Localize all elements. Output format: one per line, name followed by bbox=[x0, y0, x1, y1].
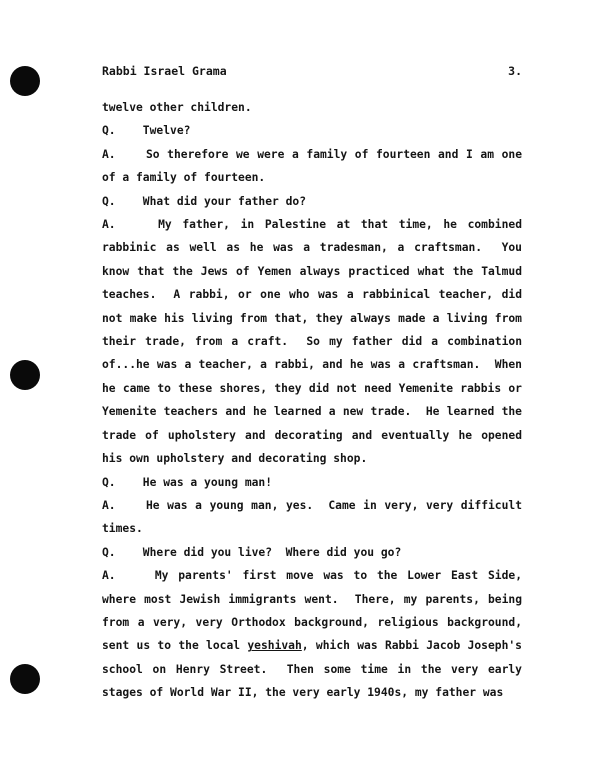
transcript-question: Q. He was a young man! bbox=[102, 475, 273, 489]
transcript-question: Q. Twelve? bbox=[102, 124, 191, 138]
binder-hole-middle bbox=[10, 360, 40, 390]
yeshivah-term: yeshivah bbox=[247, 639, 302, 653]
transcript-paragraph: twelve other children. bbox=[102, 101, 252, 114]
answer-text-after: , which was Rabbi Jacob Joseph's school on Henry Street. Then some time in the very early stages of World War II, the very early 1940s, my father was bbox=[102, 639, 529, 700]
page-number: 3. bbox=[508, 64, 522, 78]
transcript-question: Q. Where did you live? Where did you go? bbox=[102, 545, 402, 559]
transcript-answer bbox=[102, 564, 529, 704]
transcript-answer: A. So therefore we were a family of fourteen and I am one of a family of fourteen. bbox=[102, 147, 529, 185]
transcript-answer: A. My father, in Palestine at that time, he combined rabbinic as well as he was a tradesman, a craftsman. You know that the Jews of Yemen always practiced what the Talmud teaches. A rabbi, or one who was a rabbinical teacher, did not make his living from that, they always made a living from their trade, from a craft. So my father did a combination of...he was a teacher, a rabbi, and he was a craftsman. When he came to these shores, they did not need Yemenite rabbis or Yemenite teachers and he learned a new trade. He learned the trade of upholstery and decorating and eventually he opened his own upholstery and decorating shop. bbox=[102, 218, 529, 466]
interviewee-name: Rabbi Israel Grama bbox=[102, 64, 227, 78]
transcript-answer: A. He was a young man, yes. Came in very, very difficult times. bbox=[102, 498, 529, 536]
answer-text-before: A. My parents' first move was to the Lower East Side, where most Jewish immigrants went. There, my parents, being from a very, very Orthodox background, religious background, sent us to the local bbox=[102, 569, 529, 653]
binder-hole-top bbox=[10, 66, 40, 96]
transcript-question: Q. What did your father do? bbox=[102, 194, 307, 208]
page-header bbox=[102, 64, 522, 82]
binder-hole-bottom bbox=[10, 664, 40, 694]
transcript-body bbox=[102, 96, 529, 705]
